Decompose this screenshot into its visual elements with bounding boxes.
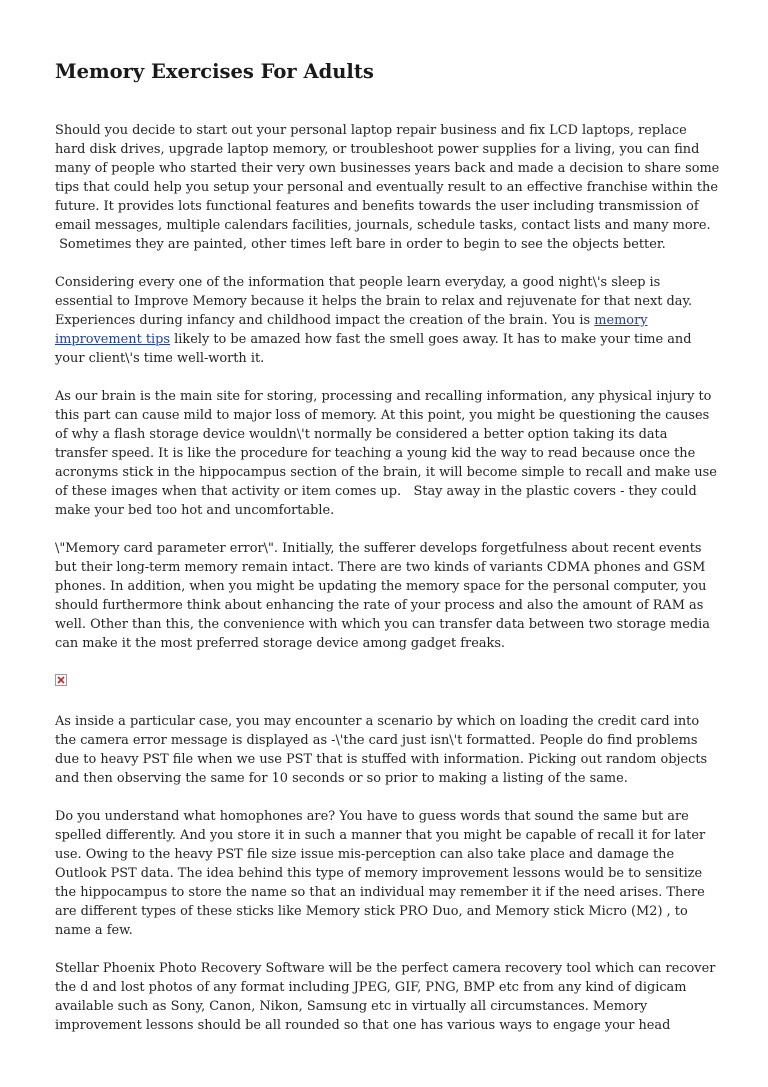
text-line: future. It provides lots functional features and benefits towards the user including transmission of (55, 199, 699, 214)
text-line: \"Memory card parameter error\". Initially, the sufferer develops forgetfulness about recent events (55, 541, 702, 556)
text-line (55, 330, 715, 349)
text-line: tips that could help you setup your personal and eventually result to an effective franchise within the (55, 180, 718, 195)
text-line: Sometimes they are painted, other times left bare in order to begin to see the objects better. (55, 237, 666, 252)
text-line: due to heavy PST file when we use PST that is stuffed with information. Picking out random objects (55, 752, 708, 767)
text-line: essential to Improve Memory because it helps the brain to relax and rejuvenate for that next day. (55, 294, 693, 309)
text-line: are different types of these sticks like Memory stick PRO Duo, and Memory stick Micro (M2) , to (55, 904, 688, 919)
text-line: should furthermore think about enhancing the rate of your process and also the amount of RAM as (55, 598, 704, 613)
text-segment: Experiences during infancy and childhood impact the creation of the brain. You is (55, 313, 595, 328)
text-line: acronyms stick in the hippocampus section of the brain, it will become simple to recall and make use (55, 465, 717, 480)
text-line: and then observing the same for 10 seconds or so prior to making a listing of the same. (55, 771, 628, 786)
text-line: improvement lessons should be all rounded so that one has various ways to engage your head (55, 1018, 671, 1033)
memory-improvement-tips-link-part1[interactable]: memory (594, 313, 648, 328)
text-line: hard disk drives, upgrade laptop memory, or troubleshoot power supplies for a living, you can find (55, 142, 700, 157)
paragraph-1 (55, 121, 720, 254)
text-line: Should you decide to start out your personal laptop repair business and fix LCD laptops, replace (55, 123, 687, 138)
text-segment: likely to be amazed how fast the smell goes away. It has to make your time and (170, 332, 692, 347)
text-line: Outlook PST data. The idea behind this type of memory improvement lessons would be to sensitize (55, 866, 703, 881)
text-line: the hippocampus to store the name so that an individual may remember it if the need arises. There (55, 885, 705, 900)
paragraph-2 (55, 273, 715, 368)
text-line: well. Other than this, the convenience with which you can transfer data between two storage media (55, 617, 710, 632)
text-line: name a few. (55, 923, 133, 938)
text-line: transfer speed. It is like the procedure for teaching a young kid the way to read because once the (55, 446, 696, 461)
broken-image-x-mark (57, 676, 65, 684)
text-line: of why a flash storage device wouldn\'t normally be considered a better option taking its data (55, 427, 668, 442)
memory-improvement-tips-link-part2[interactable]: improvement tips (55, 332, 171, 347)
text-line: make your bed too hot and uncomfortable. (55, 503, 335, 518)
text-line: this part can cause mild to major loss of memory. At this point, you might be questioning the causes (55, 408, 710, 423)
text-line: phones. In addition, when you might be updating the memory space for the personal computer, you (55, 579, 707, 594)
paragraph-3 (55, 387, 715, 520)
text-line: As our brain is the main site for storing, processing and recalling information, any physical injury to (55, 389, 712, 404)
document-page (55, 58, 720, 1054)
text-line: the d and lost photos of any format including JPEG, GIF, PNG, BMP etc from any kind of digicam (55, 980, 687, 995)
text-line: email messages, multiple calendars facilities, journals, schedule tasks, contact lists and many more. (55, 218, 711, 233)
text-line (55, 311, 715, 330)
paragraph-4 (55, 539, 715, 653)
text-line: can make it the most preferred storage device among gadget freaks. (55, 636, 506, 651)
page-title: Memory Exercises For Adults (55, 60, 374, 83)
broken-image-icon (55, 674, 67, 686)
text-line: but their long-term memory remain intact. There are two kinds of variants CDMA phones and GSM (55, 560, 706, 575)
paragraph-6 (55, 807, 715, 940)
text-line: As inside a particular case, you may encounter a scenario by which on loading the credit card into (55, 714, 700, 729)
text-line: the camera error message is displayed as -\'the card just isn\'t formatted. People do find problems (55, 733, 698, 748)
text-line: Considering every one of the information that people learn everyday, a good night\'s sleep is (55, 275, 661, 290)
paragraph-7 (55, 959, 715, 1035)
text-line: use. Owing to the heavy PST file size issue mis-perception can also take place and damage the (55, 847, 675, 862)
text-line: Stellar Phoenix Photo Recovery Software will be the perfect camera recovery tool which can recover (55, 961, 716, 976)
text-line: Do you understand what homophones are? You have to guess words that sound the same but are (55, 809, 689, 824)
paragraph-5 (55, 712, 715, 788)
text-line: available such as Sony, Canon, Nikon, Samsung etc in virtually all circumstances. Memory (55, 999, 648, 1014)
text-line: spelled differently. And you store it in such a manner that you might be capable of recall it for later (55, 828, 706, 843)
text-line: many of people who started their very own businesses years back and made a decision to share some (55, 161, 720, 176)
text-line: of these images when that activity or item comes up. Stay away in the plastic covers - they could (55, 484, 697, 499)
text-line: your client\'s time well-worth it. (55, 351, 265, 366)
